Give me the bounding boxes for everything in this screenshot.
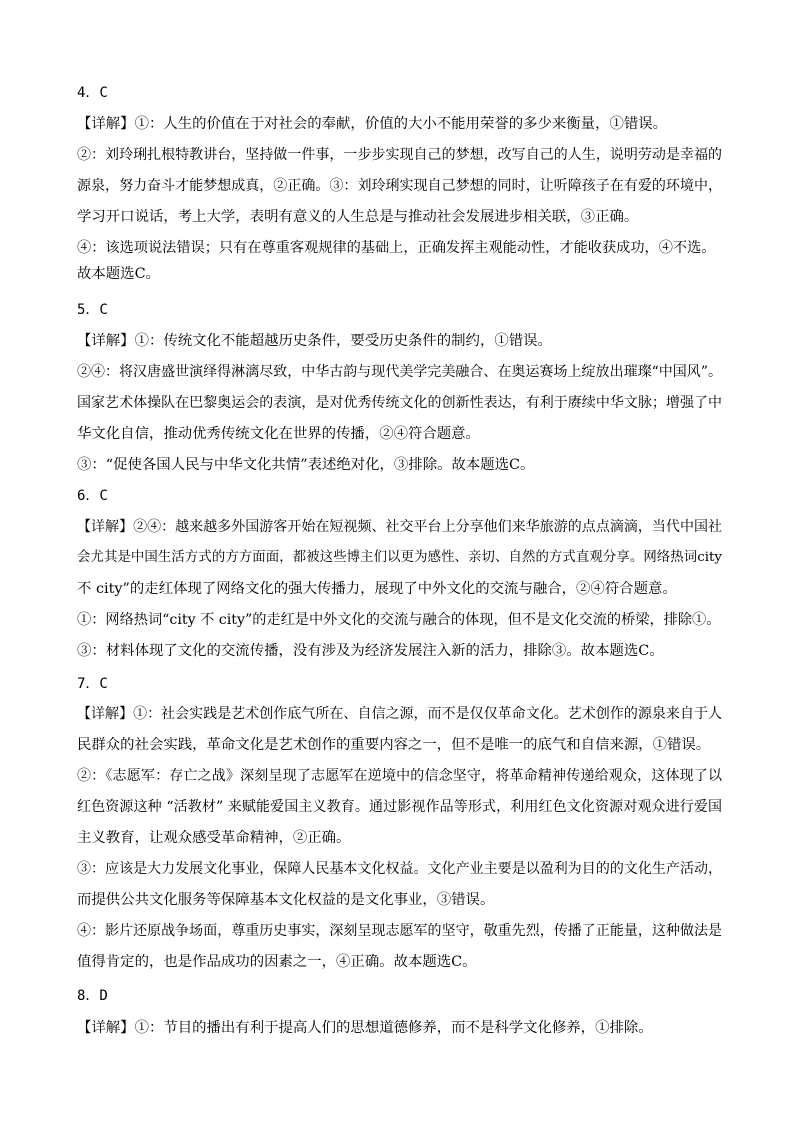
question-number: 4．C <box>77 85 108 101</box>
explanation-line: ④：影片还原战争场面，尊重历史事实，深刻呈现志愿军的坚守，敬重先烈，传播了正能量，这种做法是 <box>77 923 722 939</box>
explanation-line: ②：刘玲琍扎根特教讲台，坚持做一件事，一步步实现自己的梦想，改写自己的人生，说明劳动是幸福的 <box>77 147 722 163</box>
explanation-line: 学习开口说话，考上大学，表明有意义的人生总是与推动社会发展进步相关联，③正确。 <box>77 209 639 225</box>
explanation-line: ③：材料体现了文化的交流传播，没有涉及为经济发展注入新的活力，排除③。故本题选C。 <box>77 643 664 659</box>
explanation-line: ②：《志愿军：存亡之战》深刻呈现了志愿军在逆境中的信念坚守，将革命精神传递给观众，这体现了以 <box>77 768 722 784</box>
explanation-line: 【详解】①：节目的播出有利于提高人们的思想道德修养，而不是科学文化修养，①排除。 <box>77 1020 653 1036</box>
conclusion-line: 故本题选C。 <box>77 266 160 282</box>
explanation-line: 【详解】①：传统文化不能超越历史条件，要受历史条件的制约，①错误。 <box>77 333 552 349</box>
explanation-line: 值得肯定的，也是作品成功的因素之一，④正确。故本题选C。 <box>77 954 477 970</box>
explanation-line: ③：应该是大力发展文化事业，保障人民基本文化权益。文化产业主要是以盈利为目的的文化生产活动， <box>77 861 722 877</box>
explanation-line: 而提供公共文化服务等保障基本文化权益的是文化事业，③错误。 <box>77 892 495 908</box>
explanation-line: ①：网络热词“city 不 city”的走红是中外文化的交流与融合的体现，但不是文化交流的桥梁，排除①。 <box>77 612 721 628</box>
explanation-line: ④：该选项说法错误；只有在尊重客观规律的基础上，正确发挥主观能动性，才能收获成功，④不选。 <box>77 240 716 256</box>
explanation-line: 会尤其是中国生活方式的方方面面，都被这些博主们以更为感性、亲切、自然的方式直观分享。网络热词city <box>77 550 722 565</box>
explanation-line: 主义教育，让观众感受革命精神，②正确。 <box>77 830 351 846</box>
question-number: 8．D <box>77 988 108 1004</box>
explanation-line: 民群众的社会实践，革命文化是艺术创作的重要内容之一，但不是唯一的底气和自信来源，①错误。 <box>77 737 711 753</box>
explanation-line: 【详解】①：人生的价值在于对社会的奉献，价值的大小不能用荣誉的多少来衡量，①错误。 <box>77 116 668 132</box>
explanation-line: 【详解】②④：越来越多外国游客开始在短视频、社交平台上分享他们来华旅游的点点滴滴，当代中国社 <box>77 519 722 535</box>
explanation-line: 【详解】①：社会实践是艺术创作底气所在、自信之源，而不是仅仅革命文化。艺术创作的源泉来自于人 <box>77 706 722 722</box>
explanation-line: 国家艺术体操队在巴黎奥运会的表演，是对优秀传统文化的创新性表达，有利于赓续中华文脉；增强了中 <box>77 395 722 411</box>
question-number: 7．C <box>77 676 108 692</box>
explanation-line: 红色资源这种 “活教材” 来赋能爱国主义教育。通过影视作品等形式，利用红色文化资源对观众进行爱国 <box>77 799 722 815</box>
explanation-line: 华文化自信，推动优秀传统文化在世界的传播，②④符合题意。 <box>77 426 480 442</box>
question-number: 6．C <box>77 488 108 504</box>
explanation-line: 源泉，努力奋斗才能梦想成真，②正确。③：刘玲琍实现自己梦想的同时，让听障孩子在有爱的环境中， <box>77 178 722 194</box>
explanation-line: ②④：将汉唐盛世演绎得淋漓尽致，中华古韵与现代美学完美融合、在奥运赛场上绽放出璀璨“中国风”。 <box>77 364 722 380</box>
explanation-line: 不 city”的走红体现了网络文化的强大传播力，展现了中外文化的交流与融合，②④符合题意。 <box>77 581 677 597</box>
explanation-line: ③：“促使各国人民与中华文化共情”表述绝对化，③排除。故本题选C。 <box>77 457 535 473</box>
question-number: 5．C <box>77 302 108 318</box>
